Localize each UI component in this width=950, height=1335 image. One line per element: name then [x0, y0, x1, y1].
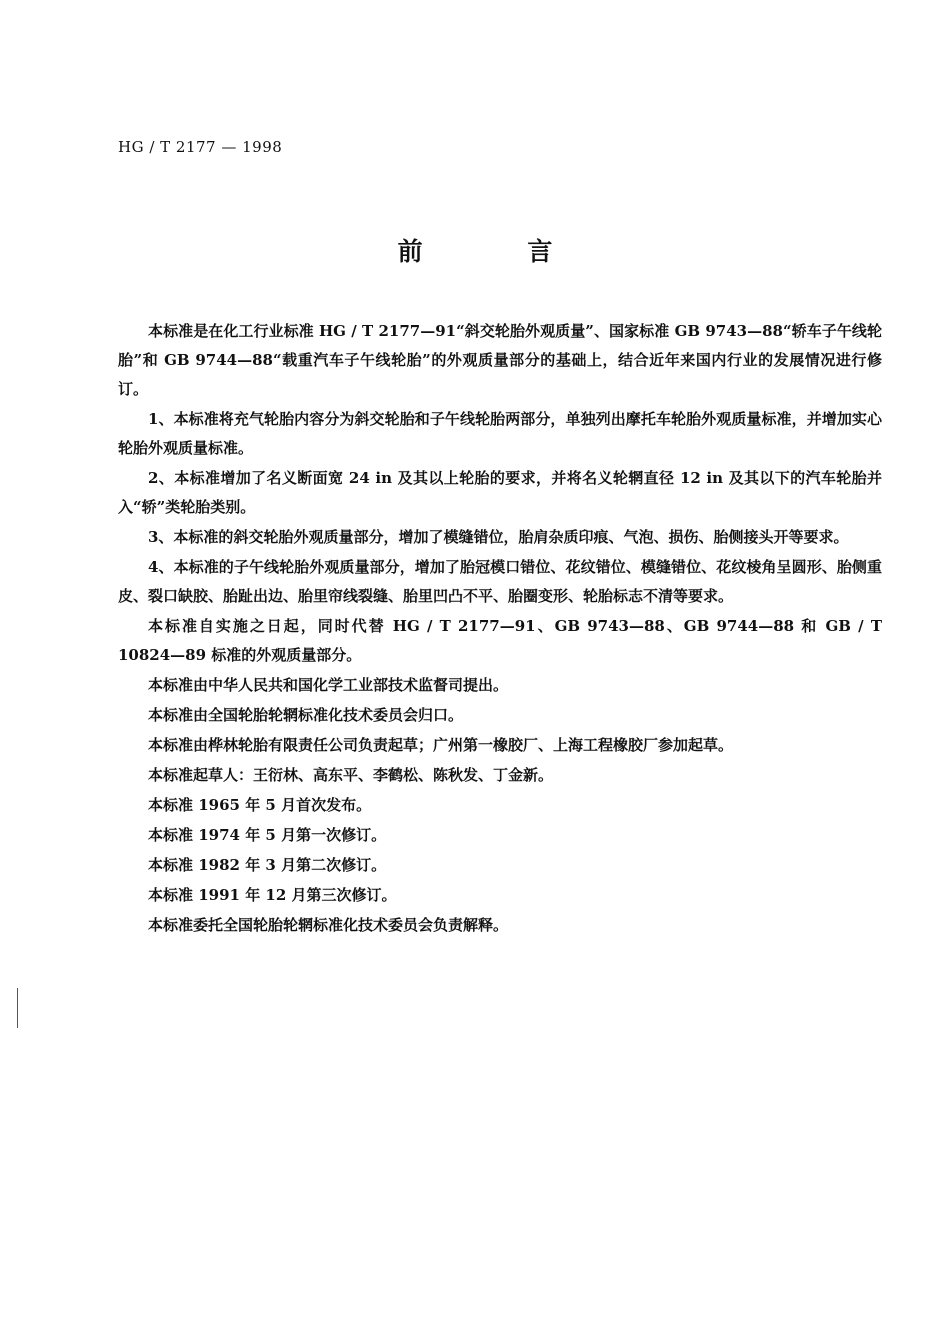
page-title: 前 言 — [397, 237, 601, 266]
paragraph-proposer: 本标准由中华人民共和国化学工业部技术监督司提出。 — [148, 676, 509, 694]
paragraph-first-release: 本标准 1965 年 5 月首次发布。 — [148, 796, 372, 814]
paragraph-revision-2: 本标准 1982 年 3 月第二次修订。 — [148, 856, 387, 874]
paragraph-replacement: 本标准自实施之日起，同时代替 HG / T 2177—91、GB 9743—88、GB 9744—88 和 GB / T 10824—89 标准的外观质量部分。 — [118, 617, 882, 664]
paragraph-drafting-org: 本标准由桦林轮胎有限责任公司负责起草；广州第一橡胶厂、上海工程橡胶厂参加起草。 — [148, 736, 734, 754]
paragraph-revision-3: 本标准 1991 年 12 月第三次修订。 — [148, 886, 397, 904]
paragraph-centralized: 本标准由全国轮胎轮辋标准化技术委员会归口。 — [148, 706, 464, 724]
paragraph-item-2: 2、本标准增加了名义断面宽 24 in 及其以上轮胎的要求，并将名义轮辋直径 12 in 及其以下的汽车轮胎并入“轿”类轮胎类别。 — [118, 469, 882, 516]
paragraph-item-4: 4、本标准的子午线轮胎外观质量部分，增加了胎冠模口错位、花纹错位、模缝错位、花纹棱角呈圆形、胎侧重皮、裂口缺胶、胎趾出边、胎里帘线裂缝、胎里凹凸不平、胎圈变形、轮胎标志不清等要求。 — [118, 558, 882, 605]
paragraph-revision-1: 本标准 1974 年 5 月第一次修订。 — [148, 826, 387, 844]
paragraph-interpretation: 本标准委托全国轮胎轮辋标准化技术委员会负责解释。 — [148, 916, 509, 934]
paragraph-intro: 本标准是在化工行业标准 HG / T 2177—91“斜交轮胎外观质量”、国家标准 GB 9743—88“轿车子午线轮胎”和 GB 9744—88“载重汽车子午线轮胎”的外观质量部分的基础上，结合近年来国内行业的发展情况进行修订。 — [118, 322, 882, 398]
paragraph-item-3: 3、本标准的斜交轮胎外观质量部分，增加了模缝错位，胎肩杂质印痕、气泡、损伤、胎侧接头开等要求。 — [148, 528, 849, 546]
document-body — [118, 317, 882, 941]
scan-margin-line — [17, 988, 18, 1028]
paragraph-item-1: 1、本标准将充气轮胎内容分为斜交轮胎和子午线轮胎两部分，单独列出摩托车轮胎外观质量标准，并增加实心轮胎外观质量标准。 — [118, 410, 882, 457]
paragraph-drafters: 本标准起草人：王衍林、高东平、李鹤松、陈秋发、丁金新。 — [148, 766, 554, 784]
document-header: HG / T 2177 — 1998 — [118, 138, 283, 156]
